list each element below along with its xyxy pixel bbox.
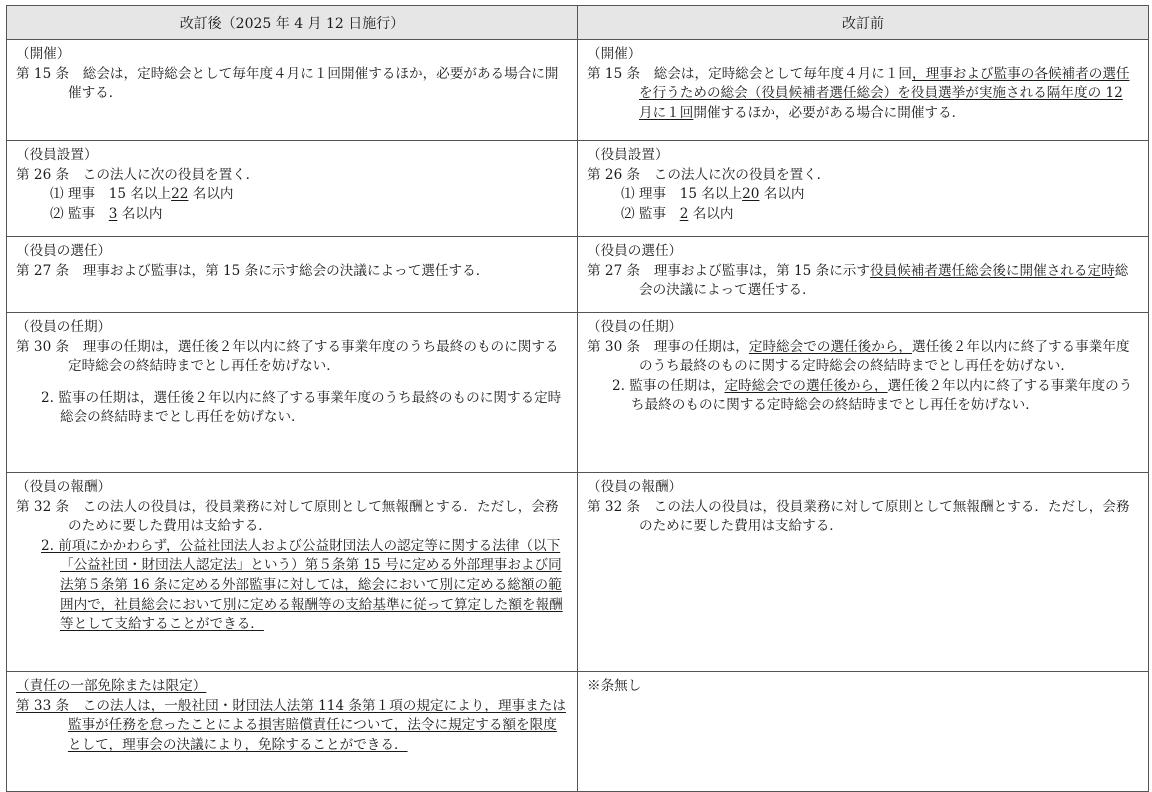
item-director: ⑴ 理事 15 名以上20 名以内 (621, 186, 805, 203)
article-label: 第 15 条 (16, 65, 70, 82)
article-label: 第 26 条 (16, 166, 70, 183)
cell-before-art30 (578, 313, 1149, 473)
article-heading: （役員設置） (587, 147, 669, 163)
table-row (7, 473, 1149, 672)
cell-after-art26 (7, 141, 578, 237)
deleted-text: 定時総会での選任後から， (748, 338, 913, 355)
cell-after-art27 (7, 237, 578, 313)
table-row (7, 237, 1149, 313)
article-text: 理事および監事は，第 15 条に示す (653, 262, 870, 279)
article-heading: （開催） (587, 46, 642, 62)
deleted-text: 定時総会での選任後から， (724, 377, 888, 394)
article-label: 第 15 条 (587, 65, 641, 82)
table-row (7, 672, 1149, 792)
article-text: この法人の役員は，役員業務に対して原則として無報酬とする．ただし，会務のために要した費用は支給する． (639, 498, 1130, 535)
changed-number: 20 (742, 186, 760, 203)
table-row (7, 40, 1149, 141)
article-text: 理事および監事は，第 15 条に示す総会の決議によって選任する． (82, 262, 490, 279)
article-label: 第 26 条 (587, 166, 641, 183)
article-text: この法人に次の役員を置く． (82, 166, 260, 183)
cell-after-art15 (7, 40, 578, 141)
article-label: 第 30 条 (587, 338, 641, 355)
article-text: この法人に次の役員を置く． (653, 166, 831, 183)
cell-after-art30 (7, 313, 578, 473)
article-heading: （役員の任期） (16, 319, 112, 335)
added-article-text: この法人は，一般社団・財団法人法第 114 条第１項の規定により，理事または監事が任務を怠ったことによる損害賠償責任について，法令に規定する額を限度として，理事会の決議により，免除することができる． (68, 697, 566, 753)
table-row (7, 141, 1149, 237)
changed-number: 3 (108, 205, 118, 222)
article-heading: （役員の報酬） (16, 479, 112, 495)
changed-number: 22 (171, 186, 189, 203)
article-text: 理事の任期は，選任後２年以内に終了する事業年度のうち最終のものに関する定時総会の終結時までとし再任を妨げない． (68, 338, 559, 375)
article-text: 理事の任期は， (653, 338, 749, 355)
article-text: この法人の役員は，役員業務に対して原則として無報酬とする．ただし，会務のために要した費用は支給する． (68, 498, 559, 535)
header-after: 改訂後（2025 年 4 月 12 日施行） (7, 6, 578, 40)
cell-after-art33 (7, 672, 578, 792)
revision-comparison-table (6, 5, 1149, 792)
table-row (7, 313, 1149, 473)
article-heading: （開催） (16, 46, 71, 62)
deleted-text: 役員候補者選任総会後に開催される定時 (870, 262, 1115, 279)
cell-after-art32 (7, 473, 578, 672)
paragraph-2: 2. 監事の任期は，選任後２年以内に終了する事業年度のうち最終のものに関する定時総会の終結時までとし再任を妨げない． (41, 389, 562, 426)
header-before: 改訂前 (578, 6, 1149, 40)
cell-before-art33 (578, 672, 1149, 792)
article-label: 第 27 条 (587, 262, 641, 279)
article-label: 第 32 条 (587, 498, 641, 515)
table-header-row (7, 6, 1149, 40)
article-heading: （役員の選任） (16, 243, 112, 259)
article-text: 選任後２年以内に終了する事業年度のうち最終のものに関する定時総会の終結時までとし再任を妨げない． (639, 338, 1130, 375)
item-director: ⑴ 理事 15 名以上22 名以内 (50, 186, 234, 203)
cell-before-art15 (578, 40, 1149, 141)
changed-number: 2 (679, 205, 689, 222)
paragraph-2: 2. 監事の任期は，定時総会での選任後から，選任後２年以内に終了する事業年度のうち最終のものに関する定時総会の終結時までとし再任を妨げない． (612, 377, 1133, 414)
cell-before-art27 (578, 237, 1149, 313)
cell-before-art32 (578, 473, 1149, 672)
article-heading: （役員の任期） (587, 319, 683, 335)
article-text: 総会の決議によって選任する． (639, 262, 1129, 299)
item-auditor: ⑵ 監事 3 名以内 (50, 205, 163, 222)
article-label: 第 32 条 (16, 498, 70, 515)
no-article-note: ※条無し (587, 678, 642, 694)
article-label: 第 33 条 (16, 697, 70, 714)
article-text: 総会は，定時総会として毎年度４月に１回 (653, 65, 913, 82)
article-label: 第 30 条 (16, 338, 70, 355)
added-paragraph-2: 2. 前項にかかわらず，公益社団法人および公益財団法人の認定等に関する法律（以下「公益社団・財団法人認定法」という）第５条第 15 号に定める外部理事および同法第５条第 16 条に定める外部監事に対しては，総会において別に定める総額の範囲内で，社員総会において別に定める報酬等の支給基準に従って算定した額を報酬等として支給することができる． (41, 537, 563, 633)
article-heading: （役員の報酬） (587, 479, 683, 495)
article-heading: （役員設置） (16, 147, 98, 163)
article-heading: （役員の選任） (587, 243, 683, 259)
added-article-heading: （責任の一部免除または限定） (16, 678, 207, 694)
item-auditor: ⑵ 監事 2 名以内 (621, 205, 734, 222)
article-text: 総会は，定時総会として毎年度４月に１回開催するほか，必要がある場合に開催する． (68, 65, 559, 102)
article-label: 第 27 条 (16, 262, 70, 279)
cell-before-art26 (578, 141, 1149, 237)
deleted-text: ，理事および監事の各候補者の選任を行うための総会（役員候補者選任総会）を役員選挙が実施される隔年度の 12 月に１回 (639, 65, 1130, 121)
article-text: 開催するほか，必要がある場合に開催する． (693, 104, 966, 121)
